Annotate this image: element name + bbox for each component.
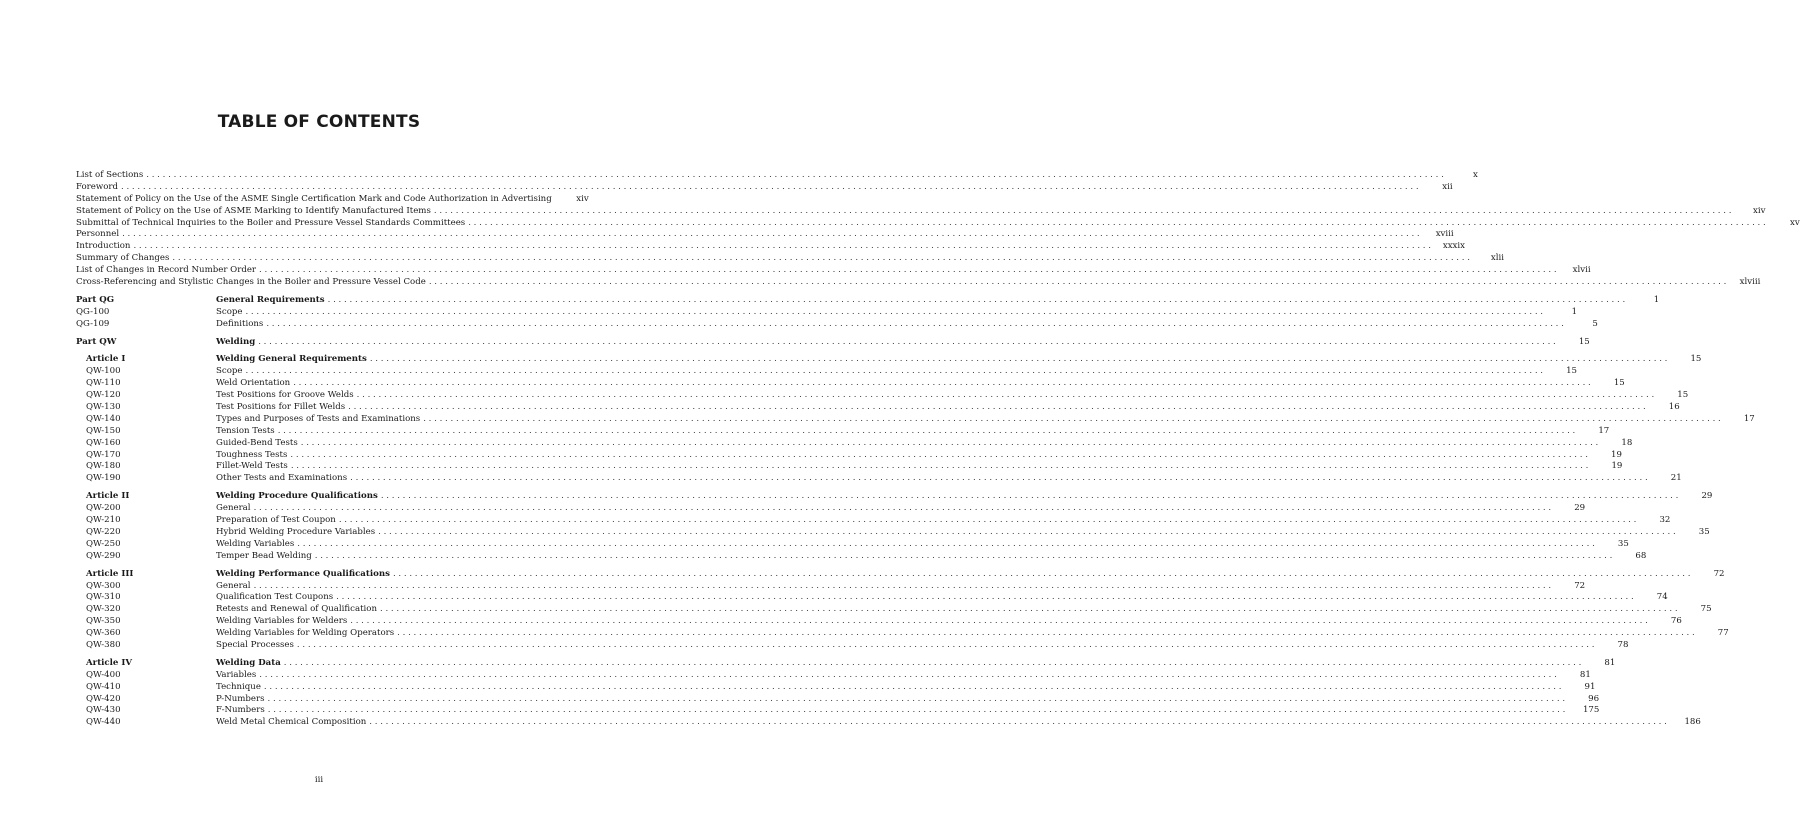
toc-section-entry[interactable] <box>76 604 1712 616</box>
dot-leader <box>245 307 1543 319</box>
toc-code: QW-290 <box>86 550 121 561</box>
toc-code: Article I <box>86 354 126 365</box>
toc-section-entry[interactable] <box>76 705 1600 717</box>
dot-leader <box>268 694 1566 706</box>
toc-section-entry[interactable] <box>76 693 1600 706</box>
toc-page-number: 21 <box>1670 473 1682 484</box>
toc-section-entry[interactable] <box>76 550 1647 563</box>
dot-leader <box>121 182 1419 194</box>
toc-label: Welding Variables for Welding Operators <box>216 628 397 640</box>
dot-leader <box>301 438 1599 450</box>
page-number: iii <box>314 775 324 785</box>
toc-page-number: xii <box>1442 181 1453 192</box>
toc-label: Toughness Tests <box>216 450 290 462</box>
toc-section-entry[interactable] <box>76 639 1629 652</box>
dot-leader <box>259 670 1557 682</box>
toc-front-entry[interactable] <box>76 170 1478 182</box>
dot-leader <box>429 277 1727 289</box>
toc-page-number: xviii <box>1435 229 1454 240</box>
toc-page-number: 35 <box>1698 526 1710 537</box>
dot-leader <box>348 402 1646 414</box>
toc-section-entry[interactable] <box>76 580 1586 593</box>
toc-label: Variables <box>216 670 259 682</box>
toc-code: QW-360 <box>86 628 121 639</box>
toc-label: General Requirements <box>216 295 328 307</box>
toc-label: Welding Variables <box>216 539 297 551</box>
toc-code: QW-160 <box>86 437 121 448</box>
toc-code: Article IV <box>86 657 133 668</box>
toc-page-number: xv <box>1790 217 1800 228</box>
toc-section-entry[interactable] <box>76 318 1598 331</box>
dot-leader <box>297 539 1595 551</box>
page-title: TABLE OF CONTENTS <box>217 112 421 132</box>
toc-code: QW-100 <box>86 366 121 377</box>
toc-code: QW-200 <box>86 503 121 514</box>
toc-page-number: 77 <box>1717 628 1729 639</box>
toc-label: Test Positions for Groove Welds <box>216 390 357 402</box>
toc-label: Introduction <box>76 241 133 253</box>
toc-label: Retests and Renewal of Qualification <box>216 604 380 616</box>
toc-code: QW-350 <box>86 616 121 627</box>
toc-section-entry[interactable] <box>76 402 1680 414</box>
toc-page-number: 72 <box>1713 568 1725 579</box>
toc-label: Weld Metal Chemical Composition <box>216 717 369 729</box>
toc-section-entry[interactable] <box>76 681 1596 694</box>
dot-leader <box>468 218 1766 230</box>
toc-label: Technique <box>216 682 264 694</box>
toc-section-entry[interactable] <box>76 366 1578 378</box>
toc-code: QG-100 <box>76 306 110 317</box>
dot-leader <box>133 241 1431 253</box>
toc-section-entry[interactable] <box>76 449 1622 462</box>
toc-label: Scope <box>216 307 245 319</box>
toc-section-entry[interactable] <box>76 717 1701 729</box>
toc-label: General <box>216 503 254 515</box>
dot-leader <box>423 414 1721 426</box>
toc-page-number: x <box>1472 170 1478 180</box>
toc-front-entry[interactable] <box>76 229 1454 241</box>
dot-leader <box>264 682 1562 694</box>
toc-label: List of Sections <box>76 170 146 182</box>
dot-leader <box>369 717 1667 729</box>
toc-label: Guided-Bend Tests <box>216 438 301 450</box>
toc-code: QW-210 <box>86 515 121 526</box>
toc-page-number: xlvii <box>1572 265 1591 276</box>
toc-page-number: 81 <box>1604 657 1616 668</box>
toc-front-entry[interactable] <box>76 193 589 206</box>
dot-leader <box>268 705 1566 717</box>
dot-leader <box>378 527 1676 539</box>
toc-code: QW-250 <box>86 538 121 549</box>
toc-code: Article II <box>86 491 130 502</box>
toc-section-entry[interactable] <box>76 515 1671 527</box>
toc-code: QW-380 <box>86 639 121 650</box>
dot-leader <box>297 640 1595 652</box>
toc-code: QW-190 <box>86 473 121 484</box>
toc-page-number: 76 <box>1670 616 1682 627</box>
toc-section-entry[interactable] <box>76 306 1578 319</box>
toc-page-number: xxxix <box>1442 241 1465 252</box>
toc-page-number: 15 <box>1578 336 1590 347</box>
toc-front-entry[interactable] <box>76 277 1761 289</box>
toc-code: QW-140 <box>86 413 121 424</box>
toc-page-number: 32 <box>1659 515 1671 526</box>
table-of-contents <box>76 170 1800 729</box>
dot-leader <box>290 450 1588 462</box>
toc-part-heading[interactable] <box>76 294 1660 307</box>
toc-page-number: 5 <box>1592 318 1598 329</box>
toc-label: Welding Procedure Qualifications <box>216 491 381 503</box>
toc-label: Temper Bead Welding <box>216 551 315 563</box>
dot-leader <box>172 253 1470 265</box>
dot-leader <box>393 569 1691 581</box>
dot-leader <box>350 473 1648 485</box>
toc-page-number: xlviii <box>1739 277 1761 288</box>
toc-section-entry[interactable] <box>76 628 1729 640</box>
toc-section-entry[interactable] <box>76 592 1668 604</box>
toc-section-entry[interactable] <box>76 526 1710 539</box>
toc-page-number: 72 <box>1574 580 1586 591</box>
toc-page-number: 78 <box>1617 639 1629 650</box>
dot-leader <box>434 206 1732 218</box>
toc-label: Welding Performance Qualifications <box>216 569 393 581</box>
toc-label: Weld Orientation <box>216 378 293 390</box>
toc-label: Statement of Policy on the Use of ASME Marking to Identify Manufactured Items <box>76 206 434 218</box>
toc-code: QW-310 <box>86 592 121 603</box>
dot-leader <box>245 366 1543 378</box>
toc-label: Preparation of Test Coupon <box>216 515 339 527</box>
dot-leader <box>339 515 1637 527</box>
toc-label: Cross-Referencing and Stylistic Changes in the Boiler and Pressure Vessel Code <box>76 277 429 289</box>
dot-leader <box>350 616 1648 628</box>
toc-page-number: 68 <box>1635 550 1647 561</box>
toc-label: Definitions <box>216 319 266 331</box>
toc-code: QW-430 <box>86 705 121 716</box>
toc-section-entry[interactable] <box>76 503 1586 515</box>
toc-code: QW-130 <box>86 402 121 413</box>
toc-page-number: 18 <box>1621 437 1633 448</box>
toc-label: Hybrid Welding Procedure Variables <box>216 527 378 539</box>
toc-section-entry[interactable] <box>76 425 1610 438</box>
toc-section-entry[interactable] <box>76 437 1633 450</box>
dot-leader <box>370 354 1668 366</box>
toc-page-number: 15 <box>1566 366 1578 377</box>
toc-code: QW-320 <box>86 604 121 615</box>
toc-page-number: 35 <box>1617 538 1629 549</box>
dot-leader <box>397 628 1695 640</box>
toc-code: Article III <box>86 568 134 579</box>
toc-page-number: 15 <box>1613 378 1625 389</box>
toc-section-entry[interactable] <box>76 473 1682 485</box>
toc-label: Types and Purposes of Tests and Examinations <box>216 414 423 426</box>
toc-label: Submittal of Technical Inquiries to the Boiler and Pressure Vessel Standards Committees <box>76 218 468 230</box>
toc-page-number: 19 <box>1611 461 1623 472</box>
toc-code: QW-440 <box>86 717 121 728</box>
toc-code: QW-420 <box>86 693 121 704</box>
toc-section-entry[interactable] <box>76 378 1625 390</box>
toc-label: Qualification Test Coupons <box>216 592 336 604</box>
toc-page-number: 29 <box>1574 503 1586 514</box>
toc-page-number: 175 <box>1582 705 1600 716</box>
dot-leader <box>336 592 1634 604</box>
toc-page-number: xiv <box>1752 205 1766 216</box>
toc-code: QW-180 <box>86 461 121 472</box>
toc-part-heading[interactable] <box>76 568 1725 581</box>
toc-code: QW-220 <box>86 526 121 537</box>
toc-code: QW-150 <box>86 425 121 436</box>
toc-part-heading[interactable] <box>76 657 1616 670</box>
toc-code: QW-410 <box>86 681 121 692</box>
toc-label: Personnel <box>76 229 122 241</box>
toc-label: List of Changes in Record Number Order <box>76 265 259 277</box>
toc-label: Foreword <box>76 182 121 194</box>
toc-section-entry[interactable] <box>76 669 1591 682</box>
toc-label: Tension Tests <box>216 426 278 438</box>
toc-front-entry[interactable] <box>76 241 1465 253</box>
dot-leader <box>291 461 1589 473</box>
toc-page-number: 15 <box>1677 390 1689 401</box>
toc-page-number: 75 <box>1700 604 1712 615</box>
toc-label: Scope <box>216 366 245 378</box>
toc-label: Welding General Requirements <box>216 354 370 366</box>
dot-leader <box>278 426 1576 438</box>
dot-leader <box>357 390 1655 402</box>
toc-label: F-Numbers <box>216 705 268 717</box>
dot-leader <box>380 604 1678 616</box>
toc-part-heading[interactable] <box>76 354 1702 366</box>
toc-label: Statement of Policy on the Use of the ASME Single Certification Mark and Code Authorization in Advertising <box>76 194 555 206</box>
toc-page-number: 17 <box>1743 413 1755 424</box>
toc-page-number: 74 <box>1656 592 1668 603</box>
toc-page-number: xlii <box>1490 253 1504 264</box>
toc-code: QW-400 <box>86 669 121 680</box>
toc-page-number: 186 <box>1684 717 1701 728</box>
toc-label: Test Positions for Fillet Welds <box>216 402 348 414</box>
toc-front-entry[interactable] <box>76 217 1800 230</box>
dot-leader <box>146 170 1444 182</box>
dot-leader <box>293 378 1591 390</box>
toc-page-number: xiv <box>576 193 589 204</box>
toc-page-number: 1 <box>1571 306 1578 317</box>
toc-part-heading[interactable] <box>76 491 1713 503</box>
toc-part-heading[interactable] <box>76 336 1590 349</box>
dot-leader <box>254 503 1552 515</box>
toc-label: Welding Variables for Welders <box>216 616 350 628</box>
toc-label: Welding <box>216 337 258 349</box>
dot-leader <box>254 581 1552 593</box>
dot-leader <box>122 229 1420 241</box>
toc-front-entry[interactable] <box>76 253 1504 265</box>
toc-code: QW-300 <box>86 580 121 591</box>
toc-front-entry[interactable] <box>76 181 1453 194</box>
toc-front-entry[interactable] <box>76 205 1766 218</box>
dot-leader <box>258 337 1556 349</box>
toc-page-number: 96 <box>1588 693 1600 704</box>
toc-page-number: 19 <box>1611 449 1622 460</box>
toc-section-entry[interactable] <box>76 390 1689 402</box>
dot-leader <box>259 265 1557 277</box>
toc-page-number: 15 <box>1690 354 1702 365</box>
toc-label: Summary of Changes <box>76 253 172 265</box>
toc-section-entry[interactable] <box>76 413 1755 426</box>
toc-section-entry[interactable] <box>76 616 1682 628</box>
toc-page-number: 16 <box>1668 402 1680 413</box>
toc-label: Fillet-Weld Tests <box>216 461 291 473</box>
toc-page-number: 17 <box>1598 425 1610 436</box>
toc-section-entry[interactable] <box>76 538 1629 551</box>
dot-leader <box>381 491 1679 503</box>
toc-code: QG-109 <box>76 318 110 329</box>
toc-label: P-Numbers <box>216 694 268 706</box>
toc-front-entry[interactable] <box>76 265 1591 277</box>
toc-page-number: 91 <box>1584 681 1596 692</box>
toc-label: Other Tests and Examinations <box>216 473 350 485</box>
dot-leader <box>266 319 1564 331</box>
dot-leader <box>328 295 1626 307</box>
toc-page-number: 81 <box>1579 669 1591 680</box>
toc-label: Welding Data <box>216 658 284 670</box>
toc-label: General <box>216 581 254 593</box>
dot-leader <box>284 658 1582 670</box>
toc-code: QW-110 <box>86 378 121 389</box>
toc-code: QW-120 <box>86 390 121 401</box>
toc-code: Part QG <box>76 294 115 305</box>
toc-label: Special Processes <box>216 640 297 652</box>
toc-page-number: 1 <box>1653 294 1660 305</box>
toc-page-number: 29 <box>1701 491 1713 502</box>
dot-leader <box>315 551 1613 563</box>
toc-code: QW-170 <box>86 449 121 460</box>
toc-code: Part QW <box>76 336 117 347</box>
toc-section-entry[interactable] <box>76 461 1623 473</box>
